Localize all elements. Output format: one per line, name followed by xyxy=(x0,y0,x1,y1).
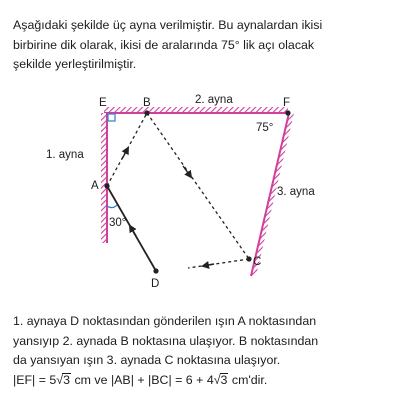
eq-mid: cm ve |AB| + |BC| = 6 + 4 xyxy=(71,372,214,387)
eq-suffix: cm'dir. xyxy=(228,372,268,387)
intro-line-2: birbirine dik olarak, ikisi de aralarında 75° lik açı olacak xyxy=(13,37,315,52)
point-a-dot xyxy=(104,183,109,188)
label-angle-f: 75° xyxy=(256,122,274,134)
body-line-3: da yansıyan ışın 3. aynada C noktasına ulaşıyor. xyxy=(13,353,281,367)
point-b-dot xyxy=(144,110,149,115)
eq-ef-radical: 3 xyxy=(63,372,71,387)
label-point-c: C xyxy=(253,256,262,268)
label-point-a: A xyxy=(91,180,99,192)
sqrt-sign: √ xyxy=(213,372,221,387)
intro-line-3: şekilde yerleştirilmiştir. xyxy=(13,57,137,71)
ray-a-b-arrow xyxy=(122,148,128,159)
right-angle-mark xyxy=(108,114,115,121)
eq-ef-prefix: |EF| = 5 xyxy=(13,372,57,387)
label-mirror-2: 2. ayna xyxy=(195,94,233,106)
ray-b-c-arrow xyxy=(183,166,191,177)
label-mirror-1: 1. ayna xyxy=(46,149,84,161)
point-f-dot xyxy=(285,110,290,115)
ray-c-out xyxy=(188,259,249,268)
body-paragraph xyxy=(13,312,398,390)
sqrt-sign: √ xyxy=(56,372,64,387)
intro-line-1: Aşağıdaki şekilde üç ayna verilmiştir. Bu aynalardan ikisi xyxy=(13,18,323,32)
label-angle-a: 30° xyxy=(109,217,127,229)
label-mirror-3: 3. ayna xyxy=(277,186,315,198)
body-line-2: yansıyıp 2. aynada B noktasına ulaşıyor. B noktasından xyxy=(13,333,319,348)
label-point-d: D xyxy=(151,278,160,290)
ray-d-a-arrow xyxy=(130,226,136,236)
eq-bc-radical: 3 xyxy=(220,372,228,387)
point-d-dot xyxy=(153,268,158,273)
point-c-dot xyxy=(246,256,251,261)
label-point-f: F xyxy=(283,97,291,109)
label-point-e: E xyxy=(99,97,107,109)
angle-arc-a xyxy=(107,204,118,208)
ray-c-out-arrow xyxy=(203,264,214,266)
equation-line xyxy=(13,371,398,391)
body-line-1: 1. aynaya D noktasından gönderilen ışın A noktasından xyxy=(13,314,317,328)
ray-b-c xyxy=(147,113,249,259)
label-point-b: B xyxy=(143,97,151,109)
